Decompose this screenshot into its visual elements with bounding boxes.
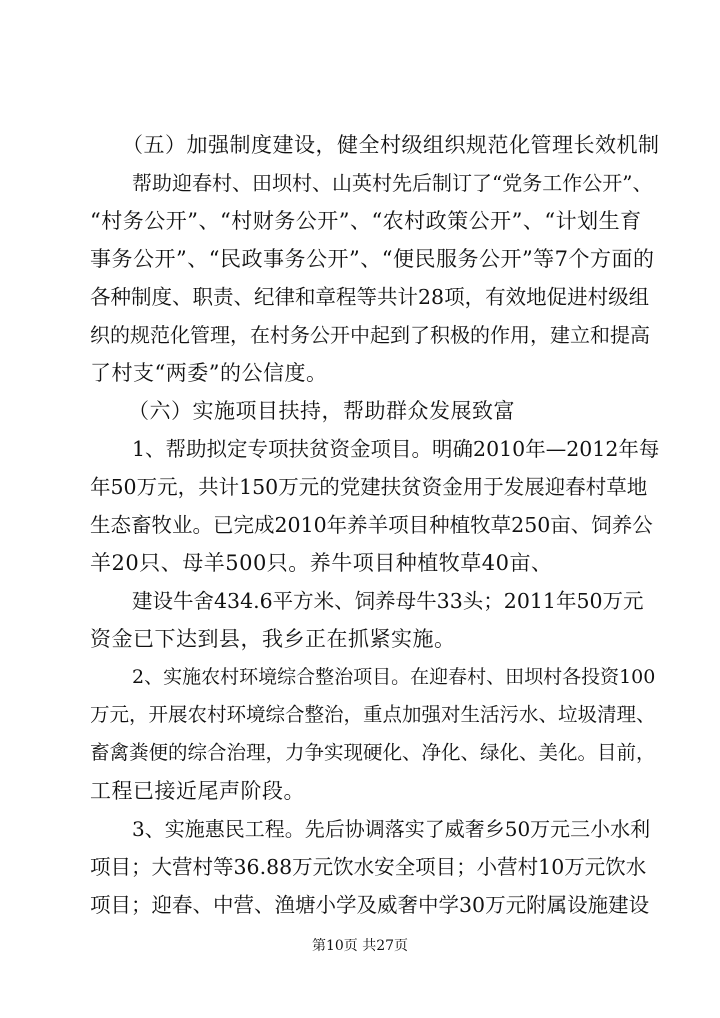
page-number-footer: 第10页 共27页: [311, 938, 409, 954]
section-five-heading: （五）加强制度建设，健全村级组织规范化管理长效机制: [122, 133, 660, 157]
paragraph-line: 各种制度、职责、纪律和章程等共计28项，有效地促进村级组: [90, 285, 650, 309]
paragraph-line: 了村支“两委”的公信度。: [90, 361, 328, 385]
paragraph-line: 羊20只、母羊500只。养牛项目种植牧草40亩、: [90, 551, 553, 575]
paragraph-line: 项目；大营村等36.88万元饮水安全项目；小营村10万元饮水: [90, 855, 647, 879]
paragraph-line: 织的规范化管理，在村务公开中起到了积极的作用，建立和提高: [90, 323, 650, 347]
paragraph-line: 资金已下达到县，我乡正在抓紧实施。: [90, 627, 456, 651]
paragraph-line: 1、帮助拟定专项扶贫资金项目。明确2010年—2012年每: [132, 437, 660, 461]
paragraph-line: 事务公开”、“民政事务公开”、“便民服务公开”等7个方面的: [90, 247, 655, 271]
paragraph-line: 建设牛舍434.6平方米、饲养母牛33头；2011年50万元: [132, 589, 644, 613]
paragraph-line: 2、实施农村环境综合整治项目。在迎春村、田坝村各投资100: [132, 666, 656, 688]
paragraph-line: 年50万元，共计150万元的党建扶贫资金用于发展迎春村草地: [90, 475, 648, 499]
paragraph-line: 3、实施惠民工程。先后协调落实了威奢乡50万元三小水利: [132, 817, 651, 841]
paragraph-line: 生态畜牧业。已完成2010年养羊项目种植牧草250亩、饲养公: [90, 513, 653, 537]
section-six-heading: （六）实施项目扶持，帮助群众发展致富: [128, 399, 515, 423]
paragraph-line: 畜禽粪便的综合治理，力争实现硬化、净化、绿化、美化。目前，: [90, 741, 656, 764]
paragraph-line: 万元，开展农村环境综合整治，重点加强对生活污水、垃圾清理、: [90, 703, 656, 726]
paragraph-line: 工程已接近尾声阶段。: [90, 779, 305, 803]
paragraph-line: 帮助迎春村、田坝村、山英村先后制订了“党务工作公开”、: [132, 171, 653, 195]
paragraph-line: “村务公开”、“村财务公开”、“农村政策公开”、“计划生育: [90, 209, 642, 233]
paragraph-line: 项目；迎春、中营、渔塘小学及威奢中学30万元附属设施建设: [90, 893, 650, 917]
